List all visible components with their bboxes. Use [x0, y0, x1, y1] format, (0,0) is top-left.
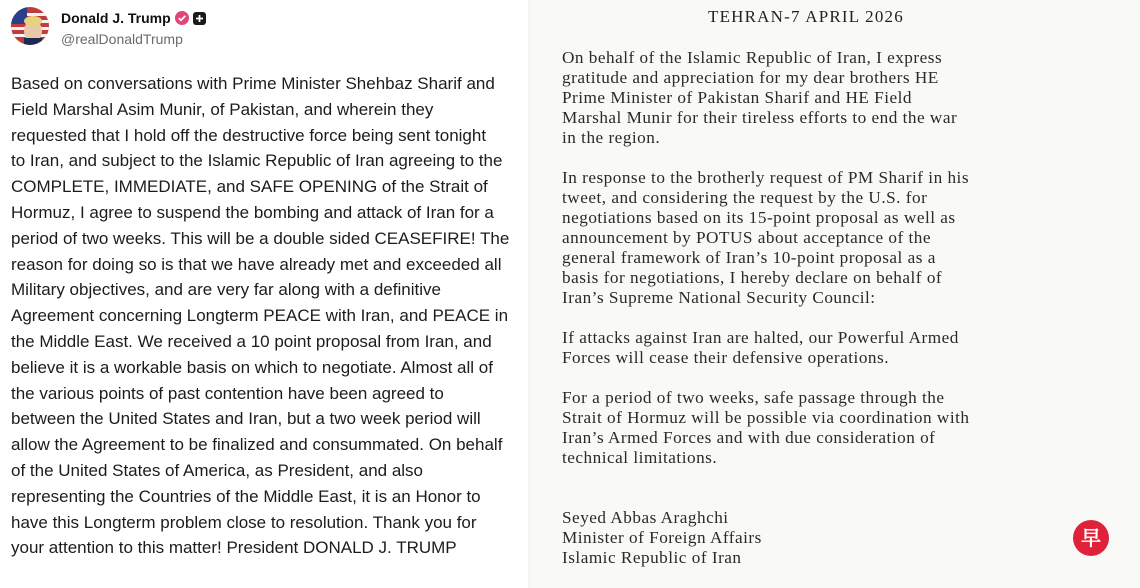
statement-paragraph-1 — [562, 48, 957, 148]
post-line: have this Longterm problem close to resolution. Thank you for — [11, 512, 477, 532]
dateline: TEHRAN-7 APRIL 2026 — [708, 7, 904, 26]
statement-line: Forces will cease their defensive operations. — [562, 348, 889, 367]
post-line: your attention to this matter! President DONALD J. TRUMP — [11, 538, 457, 558]
post-line: Field Marshal Asim Munir, of Pakistan, and wherein they — [11, 99, 434, 119]
signatory-name: Seyed Abbas Araghchi — [562, 508, 729, 527]
verified-badge-icon — [175, 11, 189, 25]
official-statement — [530, 0, 1140, 588]
statement-line: in the region. — [562, 128, 661, 147]
signatory-country: Islamic Republic of Iran — [562, 548, 742, 567]
post-line: Military objectives, and are very far along with a definitive — [11, 280, 441, 300]
statement-line: For a period of two weeks, safe passage through the — [562, 388, 945, 407]
post-line: period of two weeks. This will be a double sided CEASEFIRE! The — [11, 228, 510, 248]
avatar[interactable] — [11, 7, 49, 45]
signatory-title: Minister of Foreign Affairs — [562, 528, 762, 547]
post-line: to Iran, and subject to the Islamic Republic of Iran agreeing to the — [11, 151, 503, 171]
post-line: between the United States and Iran, but a two week period will — [11, 409, 481, 429]
statement-line: basis for negotiations, I hereby declare on behalf of — [562, 268, 943, 287]
statement-line: Marshal Munir for their tireless efforts to end the war — [562, 108, 958, 127]
statement-paragraph-4 — [562, 388, 969, 468]
post-line: requested that I hold off the destructive force being sent tonight — [11, 125, 487, 145]
statement-paragraph-2 — [562, 168, 969, 308]
post-line: believe it is a workable basis on which to negotiate. Almost all of — [11, 357, 493, 377]
author-name-row[interactable] — [61, 10, 206, 26]
statement-paragraph-3 — [562, 328, 959, 368]
post-line: the various points of past contention have been agreed to — [11, 383, 444, 403]
post-line: representing the Countries of the Middle East, it is an Honor to — [11, 486, 481, 506]
zaobao-logo-icon — [1073, 520, 1109, 556]
statement-line: Strait of Hormuz will be possible via coordination with — [562, 408, 970, 427]
author-name[interactable]: Donald J. Trump — [61, 10, 171, 26]
statement-line: tweet, and considering the request by the U.S. for — [562, 188, 928, 207]
signature-block — [562, 508, 762, 568]
post-line: of the United States of America, as President, and also — [11, 460, 424, 480]
post-line: reason for doing so is that we have already met and exceeded all — [11, 254, 502, 274]
statement-line: On behalf of the Islamic Republic of Iran, I express — [562, 48, 943, 67]
post-line: Agreement concerning Longterm PEACE with Iran, and PEACE in — [11, 306, 509, 326]
post-line: the Middle East. We received a 10 point proposal from Iran, and — [11, 331, 492, 351]
statement-line: technical limitations. — [562, 448, 718, 467]
social-post — [0, 0, 528, 588]
author-handle[interactable]: @realDonaldTrump — [61, 31, 183, 47]
post-line: COMPLETE, IMMEDIATE, and SAFE OPENING of the Strait of — [11, 177, 488, 197]
statement-line: announcement by POTUS about acceptance of the — [562, 228, 931, 247]
statement-line: general framework of Iran’s 10-point proposal as a — [562, 248, 936, 267]
post-line: Based on conversations with Prime Minister Shehbaz Sharif and — [11, 74, 495, 93]
statement-line: gratitude and appreciation for my dear brothers HE — [562, 68, 939, 87]
post-line: allow the Agreement to be finalized and consummated. On behalf — [11, 435, 503, 455]
statement-line: In response to the brotherly request of PM Sharif in his — [562, 168, 970, 187]
statement-line: Iran’s Supreme National Security Council: — [562, 288, 876, 307]
plus-icon[interactable] — [193, 12, 206, 25]
statement-line: Iran’s Armed Forces and with due consideration of — [562, 428, 936, 447]
post-line: Hormuz, I agree to suspend the bombing and attack of Iran for a — [11, 202, 494, 222]
statement-line: negotiations based on its 15-point proposal as well as — [562, 208, 956, 227]
watermark-glyph: 早 — [1081, 526, 1101, 550]
post-body — [11, 71, 526, 561]
statement-line: Prime Minister of Pakistan Sharif and HE Field — [562, 88, 912, 107]
statement-line: If attacks against Iran are halted, our Powerful Armed — [562, 328, 959, 347]
